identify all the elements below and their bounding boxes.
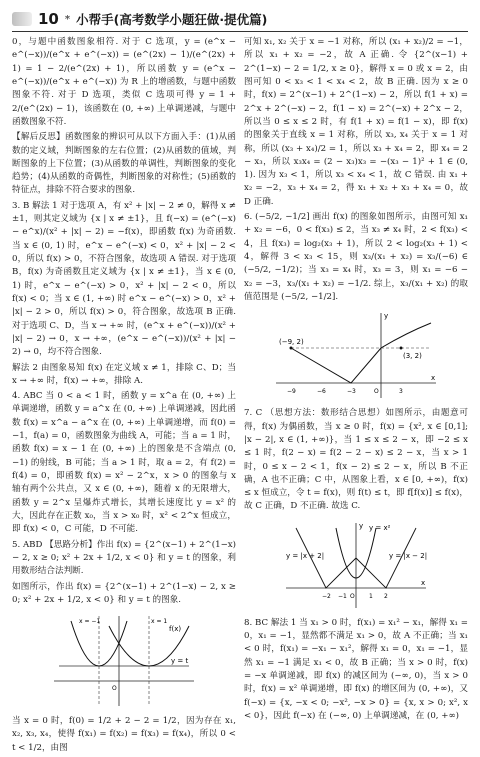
tick-label: 2 [384, 592, 388, 600]
tick-label: −2 [322, 592, 331, 600]
axis-label: x [431, 374, 436, 383]
tick-label: −6 [317, 388, 326, 396]
tick-label: 3 [399, 388, 403, 396]
problem-5-figure-intro: 如图所示，作出 f(x) = {2^(x−1) + 2^(1−x) − 2, x ≥ 0; x² + 2x + 1/2, x < 0} 和 y = t 的图象. [12, 581, 236, 605]
problem-5-analysis: 5. ABD 【思路分析】作出 f(x) = {2^(x−1) + 2^(1−x) − 2, x ≥ 0; x² + 2x + 1/2, x < 0} 和 y = t 的图象，利用数形结合法判断. [12, 539, 236, 577]
figure-problem-5 [49, 611, 199, 711]
reflection-paragraph: 【解后反思】函数图象的辨识可从以下方面入手：(1)从函数的定义域，判断图象的左右位置；(2)从函数的值域，判断图象的上下位置；(3)从函数的单调性，判断图象的变化趋势；(4)从函数的奇偶性，判断图象的对称性；(5)函数的特征点，排除不符合要求的图象. [12, 132, 236, 196]
running-header [12, 8, 468, 30]
axis-line-label: x = 1 [151, 618, 168, 626]
point-label: (−9, 2) [279, 338, 304, 347]
problem-3-solution-1: 3. B 解法 1 对于选项 A，有 x² + |x| − 2 ≠ 0，解得 x ≠ ±1，则其定义域为 {x | x ≠ ±1}，且 f(−x) = (e^(−x) − e^x)/(x² + |x| − 2) = −f(x)，即函数 f(x) 为奇函数. 当 x ∈ (0, 1) 时，e^x − e^(−x) < 0，x² + |x| − 2 < 0，所以 f(x) > 0，不符合图象，故选项 A 错误. 对于选项 B，f(x) 为奇函数且定义域为 {x | x ≠ ±1}，当 x ∈ (0, 1) 时，e^x − e^(−x) > 0，x² + |x| − 2 < 0，所以 f(x) < 0；当 x ∈ (1, +∞) 时 e^x − e^(−x) > 0，x² + |x| − 2 > 0，所以 f(x) > 0，符合图象，故选项 B 正确. 对于选项 C、D，当 x → +∞ 时，(e^x + e^(−x))/(x² + |x| − 2) → 0，x → +∞，(e^x − e^(−x))/(x² + |x| − 2) → 0，均不符合图象. [12, 200, 236, 358]
paragraph: 0，与题中函数图象相符. 对于 C 选项，y = (e^x − e^(−x))/(e^x + e^(−x)) = (e^(2x) − 1)/(e^(2x) + 1) = 1 − 2/(e^(2x) + 1)，所以函数 y = (e^x − e^(−x))/(e^x + e^(−x)) 为 R 上的增函数，与题中函数图象不符. 对于 D 选项，类似 C 选项可得 y = 1 + 2/(e^(2x) − 1)，该函数在 (0, +∞) 上单调递减，与题中函数图象不符. [12, 37, 236, 127]
figure-problem-7 [281, 518, 431, 613]
curve-label: y = |x − 2| [389, 551, 428, 560]
axis-label: y [359, 521, 364, 530]
origin-label: O [350, 592, 355, 600]
origin-label: O [112, 685, 117, 693]
curve-label: f(x) [169, 625, 182, 634]
problem-7-solution: 7. C （思想方法：数形结合思想）如图所示，由题意可得，f(x) 为偶函数，当 x ≥ 0 时，f(x) = {x², x ∈ [0,1]; |x − 2|, x ∈ (1, +∞)}，当 1 ≤ x ≤ 2 − x，即 −2 ≤ x ≤ 1 时，f(2 − x) = f(2 − 2 − x) ≤ 2 − x，当 x > 1 时，0 ≤ x − 2 < 1，f(x − 2) ≤ 2 − x，所以 B 不正确，A 也不正确；C 中，从图象上看，x ∈ [0, +∞)，f(x) ≤ x 恒成立，令 t = f(x)，则 f(t) ≤ t，即 f[f(x)] ≤ f(x)，故 C 正确，D 不正确. 故选 C. [244, 408, 468, 512]
header-rule [12, 31, 468, 32]
tick-label: 1 [369, 592, 373, 600]
tick-label: −1 [338, 592, 347, 600]
curve-label: y = x² [369, 523, 391, 532]
right-column [244, 36, 468, 725]
point-label: (3, 2) [403, 352, 422, 361]
tick-label: −3 [347, 388, 356, 396]
axis-label: y [384, 312, 389, 321]
problem-5-conclusion: 可知 x₁, x₂ 关于 x = −1 对称，所以 (x₁ + x₂)/2 = −1，所以 x₁ + x₂ = −2，故 A 正确. 令 {2^(x−1) + 2^(1−x) − 2 = 1/2, x ≥ 0}，解得 x = 0 或 x = 2，由图可知 0 < x₃ < 1 < x₄ < 2，故 B 正确. 因为 x ≥ 0 时，f(x) = 2^(x−1) + 2^(1−x) − 2，所以 f(1 + x) = 2^x + 2^(−x) − 2，f(1 − x) = 2^(−x) + 2^x − 2，所以当 0 ≤ x ≤ 2 时，有 f(1 + x) = f(1 − x)，即 f(x) 的图象关于直线 x = 1 对称，所以 x₃, x₄ 关于 x = 1 对称，所以 (x₃ + x₄)/2 = 1，所以 x₃ + x₄ = 2，即 x₄ = 2 − x₃，所以 x₃x₄ = (2 − x₃)x₃ = −(x₃ − 1)² + 1 ∈ (0, 1). 因为 x₃ < 1，所以 x₃ < x₄ < 1，故 C 错误. 由 x₁ + x₂ = −2，x₃ + x₄ = 2，得 x₁ + x₂ + x₃ + x₄ = 0，故 D 正确. [244, 37, 468, 207]
problem-4-solution: 4. ABC 当 0 < a < 1 时，函数 y = x^a 在 (0, +∞) 上单调递增，函数 y = a^x 在 (0, +∞) 上单调递减，因此函数 f(x) = x^a − a^x 在 (0, +∞) 上单调递增，而 f(0) = −1，f(a) = 0，函数图象为曲线 A，可能；当 a = 1 时，函数 f(x) = x − 1 在 (0, +∞) 上的图象是不含端点 (0, −1) 的射线，B 可能；当 a > 1 时，取 a = 2，有 f(2) = f(4) = 0，即函数 f(x) = x² − 2^x，x > 0 的图象与 x 轴有两个公共点，又 x ∈ (0, +∞)，随着 x 的无限增大，函数 y = 2^x 呈爆炸式增长，其增长速度比 y = x² 的大，因此存在正数 x₀，当 x > x₀ 时，x² < 2^x 恒成立，即 f(x) < 0，C 可能，D 不可能. [12, 391, 236, 535]
page-number: 10 [38, 10, 59, 28]
tick-label: −9 [287, 388, 296, 396]
problem-6-solution: 6. (−5/2, −1/2] 画出 f(x) 的图象如图所示，由图可知 x₁ + x₂ = −6，0 < f(x₃) ≤ 2，当 x₃ ≠ x₄ 时，2 < f(x₃) < 4，且 f(x₃) = log₂(x₃ + 1)，所以 2 < log₂(x₃ + 1) < 4，解得 3 < x₃ < 15，则 x₃/(x₁ + x₂) = x₃/(−6) ∈ (−5/2, −1/2)；当 x₃ = x₄ 时，x₃ = 3，则 x₁ = −6 − x₂ = −3，x₃/(x₁ + x₂) = −1/2. 综上，x₃/(x₁ + x₂) 的取值范围是 (−5/2, −1/2]. [244, 212, 468, 302]
header-separator: * [64, 13, 71, 25]
book-logo-icon [12, 12, 32, 26]
axis-line-label: x = −1 [79, 618, 101, 626]
origin-label: O [374, 388, 379, 396]
problem-3-solution-2: 解法 2 由图象易知 f(x) 在定义域 x ≠ 1，排除 C、D；当 x → +∞ 时，f(x) → +∞，排除 A. [12, 362, 236, 386]
axis-label: x [421, 578, 426, 587]
book-title: 小帮手(高考数学小题狂做·提优篇) [76, 12, 268, 27]
left-column [12, 36, 236, 757]
line-label: y = t [171, 657, 189, 666]
curve-label: y = |x + 2| [286, 551, 325, 560]
figure-problem-6 [271, 308, 441, 403]
problem-5-continued: 当 x = 0 时，f(0) = 1/2 + 2 − 2 = 1/2，因为存在 x₁, x₂, x₃, x₄，使得 f(x₁) = f(x₂) = f(x₃) = f(x₄)，所以 0 < t < 1/2，由图 [12, 716, 236, 753]
problem-8-solution: 8. BC 解法 1 当 x₁ > 0 时，f(x₁) = x₁² − x₁，解得 x₁ = 0，x₁ = −1，显然都不满足 x₁ > 0，故 A 不正确；当 x₁ < 0 时，f(x₁) = −x₁ − x₁²，解得 x₁ = 0，x₁ = −1，显然 x₁ = −1 满足 x₁ < 0，故 B 正确；当 x > 0 时，f(x) = −x 单调递减，即 f(x) 的减区间为 (−∞, 0)，当 x > 0 时，f(x) = x² 单调递增，即 f(x) 的增区间为 (0, +∞)，又 f(−x) = {x, −x < 0; −x², −x > 0} = {x, x > 0; x², x < 0}，因此 f(−x) 在 (−∞, 0) 上单调递减，在 (0, +∞) [244, 617, 468, 721]
